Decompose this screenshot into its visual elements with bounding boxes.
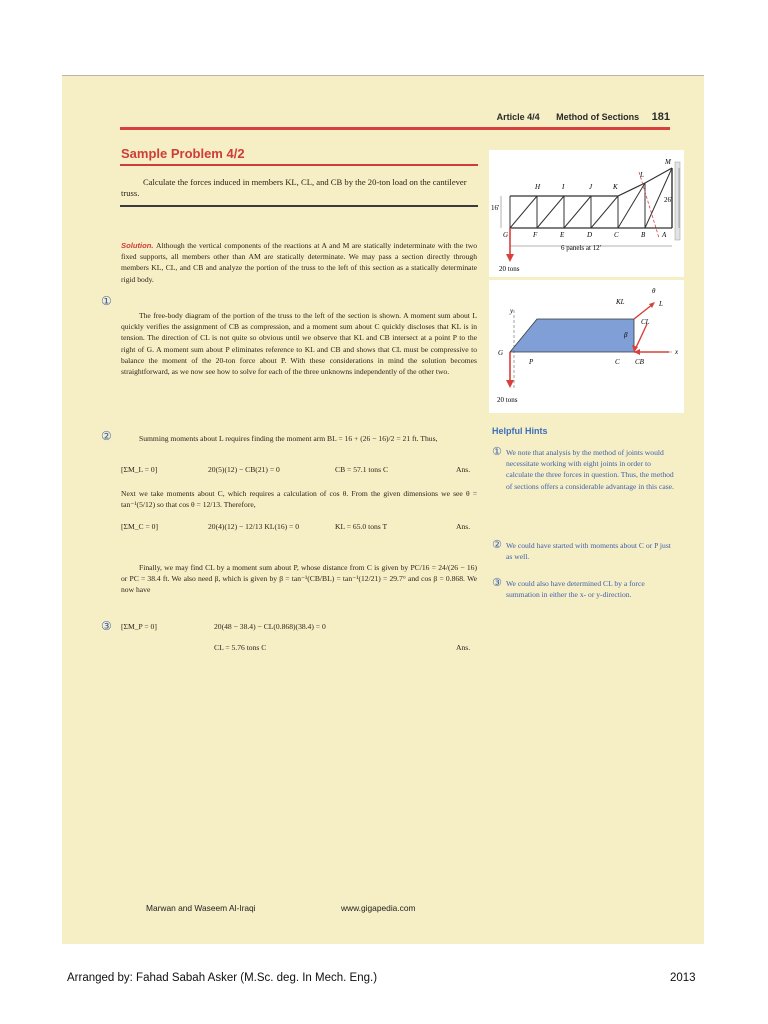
eq3-label: [ΣM_P = 0] — [121, 622, 157, 631]
fbd-cl: CL — [641, 318, 650, 326]
solution-lead: Solution. — [121, 241, 154, 250]
solution-paragraph-3: Summing moments about L requires finding the moment arm BL = 16 + (26 − 16)/2 = 21 ft. Thus, — [139, 434, 438, 443]
marker-1: ① — [101, 294, 112, 308]
fbd-cb: CB — [635, 358, 644, 366]
problem-statement: Calculate the forces induced in members KL, CL, and CB by the 20-ton load on the cantilever truss. — [121, 177, 467, 198]
dim-panels: 6 panels at 12' — [561, 244, 601, 252]
label-b: B — [641, 231, 646, 239]
label-l: L — [640, 171, 644, 179]
eq4-result: CL = 5.76 tons C — [214, 643, 267, 652]
footer-website: www.gigapedia.com — [341, 903, 416, 913]
hint-2-number: ② — [492, 538, 502, 551]
eq1-label: [ΣM_L = 0] — [121, 465, 158, 474]
helpful-hints-title: Helpful Hints — [492, 426, 548, 436]
label-i: I — [562, 183, 565, 191]
label-c: C — [614, 231, 619, 239]
label-e: E — [560, 231, 565, 239]
eq1-expression: 20(5)(12) − CB(21) = 0 — [208, 465, 280, 474]
truss-figure — [489, 150, 684, 277]
eq2-expression: 20(4)(12) − 12/13 KL(16) = 0 — [208, 522, 300, 531]
solution-paragraph-1 — [121, 240, 477, 285]
section-title: Method of Sections — [556, 112, 640, 122]
fbd-y: y — [510, 307, 514, 315]
label-m: M — [665, 158, 671, 166]
fbd-x: x — [675, 348, 679, 356]
article-number: Article 4/4 — [496, 112, 540, 122]
eq2-result: KL = 65.0 tons T — [335, 522, 388, 531]
header-rule — [120, 127, 670, 130]
sample-problem-title: Sample Problem 4/2 — [121, 146, 245, 161]
fbd-kl: KL — [616, 298, 625, 306]
fbd-g: G — [498, 349, 504, 357]
eq1-ans: Ans. — [456, 465, 471, 474]
fbd-beta: β — [624, 331, 628, 339]
dim-26ft: 26' — [664, 196, 673, 204]
eq2-label: [ΣM_C = 0] — [121, 522, 158, 531]
title-rule — [120, 164, 478, 166]
equation-1 — [121, 465, 477, 477]
load-label: 20 tons — [499, 265, 520, 273]
fbd-p: P — [529, 358, 534, 366]
problem-rule — [120, 205, 478, 207]
label-a: A — [662, 231, 667, 239]
running-header — [380, 111, 670, 125]
label-k: K — [613, 183, 618, 191]
eq4-ans: Ans. — [456, 643, 471, 652]
fbd-load: 20 tons — [497, 396, 518, 404]
year: 2013 — [670, 972, 696, 984]
eq3-expression: 20(48 − 38.4) − CL(0.868)(38.4) = 0 — [214, 622, 326, 631]
label-h: H — [535, 183, 541, 191]
fbd-theta: θ — [652, 287, 656, 295]
fbd-c: C — [615, 358, 620, 366]
marker-2: ② — [101, 429, 112, 443]
free-body-diagram — [489, 280, 684, 413]
hint-3-text: We could also have determined CL by a force summation in either the x- or y-direction. — [506, 579, 645, 600]
equation-2 — [121, 522, 477, 534]
label-d: D — [587, 231, 593, 239]
marker-3: ③ — [101, 619, 112, 633]
hint-1 — [492, 447, 674, 492]
fbd-drawing — [489, 280, 684, 413]
hint-2-text: We could have started with moments about C or P just as well. — [506, 541, 671, 562]
hint-1-text: We note that analysis by the method of joints would necessitate working with eight joints in order to calculate the three forces in question. Thus, the method of sections offers a considerable advantage in this case. — [506, 448, 674, 491]
label-f: F — [533, 231, 538, 239]
fbd-l: L — [659, 300, 663, 308]
footer-authors: Marwan and Waseem Al-Iraqi — [146, 903, 256, 913]
eq2-ans: Ans. — [456, 522, 471, 531]
solution-paragraph-2: The free-body diagram of the portion of the truss to the left of the section is shown. A moment sum about L quickly verifies the assignment of CB as compression, and a moment sum about C quickly discloses that KL is in tension. The direction of CL is not quite so obvious until we observe that KL and CB intersect at a point P to the right of G. A moment sum about P eliminates reference to KL and CB and shows that CL must be compressive to balance the moment of the 20-ton force about P. With these considerations in mind the solution becomes straightforward, as we now see how to solve for each of the three unknowns independently of the other two. — [121, 311, 477, 377]
label-j: J — [589, 183, 593, 191]
hint-1-number: ① — [492, 445, 502, 458]
hint-3-number: ③ — [492, 576, 502, 589]
page-number: 181 — [651, 111, 670, 123]
truss-drawing — [489, 150, 684, 277]
arranged-by-credit: Arranged by: Fahad Sabah Asker (M.Sc. deg. In Mech. Eng.) — [67, 972, 378, 984]
hint-3 — [492, 578, 674, 600]
dim-16ft: 16' — [491, 204, 500, 212]
eq1-result: CB = 57.1 tons C — [335, 465, 389, 474]
equation-3 — [121, 622, 477, 634]
hint-2 — [492, 540, 674, 562]
label-g: G — [503, 231, 509, 239]
solution-paragraph-4: Next we take moments about C, which requires a calculation of cos θ. From the given dimensions we see θ = tan⁻¹(5/12) so that cos θ = 12/13. Therefore, — [121, 489, 477, 510]
solution-p1-text: Although the vertical components of the reactions at A and M are statically indeterminate with the two fixed supports, all members other than AM are statically determinate. We may pass a section directly through members KL, CL, and CB and analyze the portion of the truss to the left of this section as a statically determinate rigid body. — [121, 241, 477, 284]
equation-4 — [121, 643, 477, 655]
solution-paragraph-5: Finally, we may find CL by a moment sum about P, whose distance from C is given by PC/16 = 24/(26 − 16) or PC = 38.4 ft. We also need β, which is given by β = tan⁻¹(CB/BL) = tan⁻¹(12/21) = 29.7° and cos β = 0.868. We now have — [121, 563, 477, 595]
